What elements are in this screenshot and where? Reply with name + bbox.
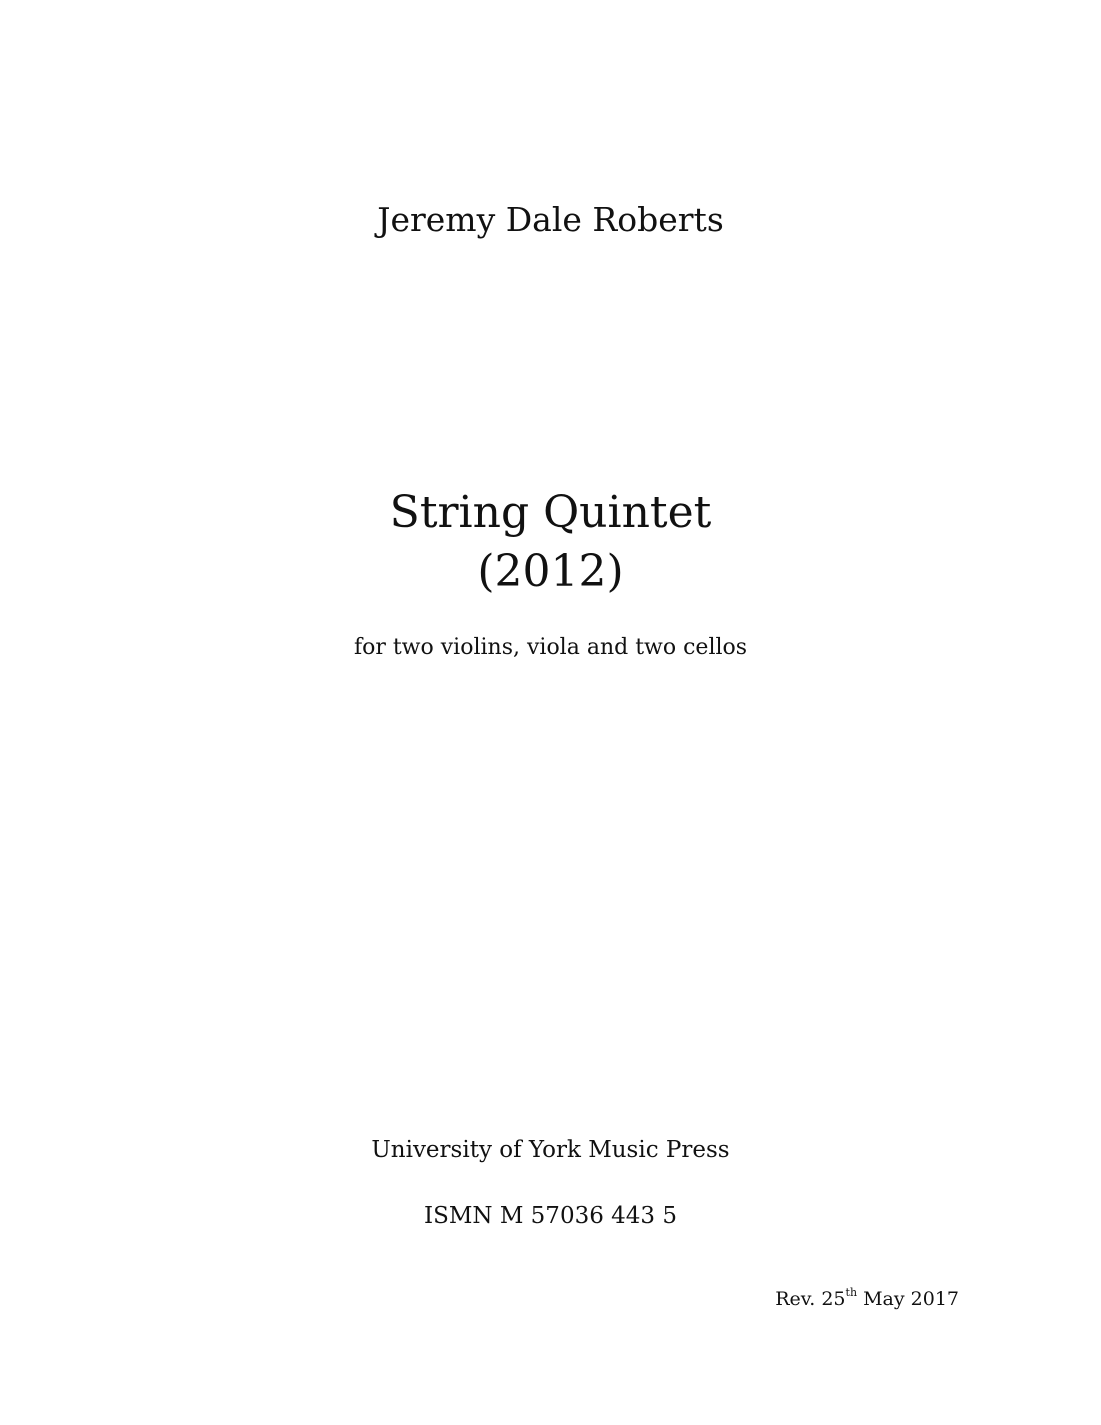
revision-rest: May 2017 xyxy=(857,1288,959,1310)
composition-year: (2012) xyxy=(477,546,624,597)
revision-ordinal-suffix: th xyxy=(845,1286,858,1299)
ismn-number: ISMN M 57036 443 5 xyxy=(423,1203,677,1229)
instrumentation: for two violins, viola and two cellos xyxy=(353,635,748,660)
revision-date xyxy=(775,1288,959,1310)
work-title: String Quintet xyxy=(389,487,712,538)
revision-prefix: Rev. 25 xyxy=(775,1288,846,1310)
composer-name: Jeremy Dale Roberts xyxy=(377,200,724,239)
publisher: University of York Music Press xyxy=(371,1137,730,1163)
